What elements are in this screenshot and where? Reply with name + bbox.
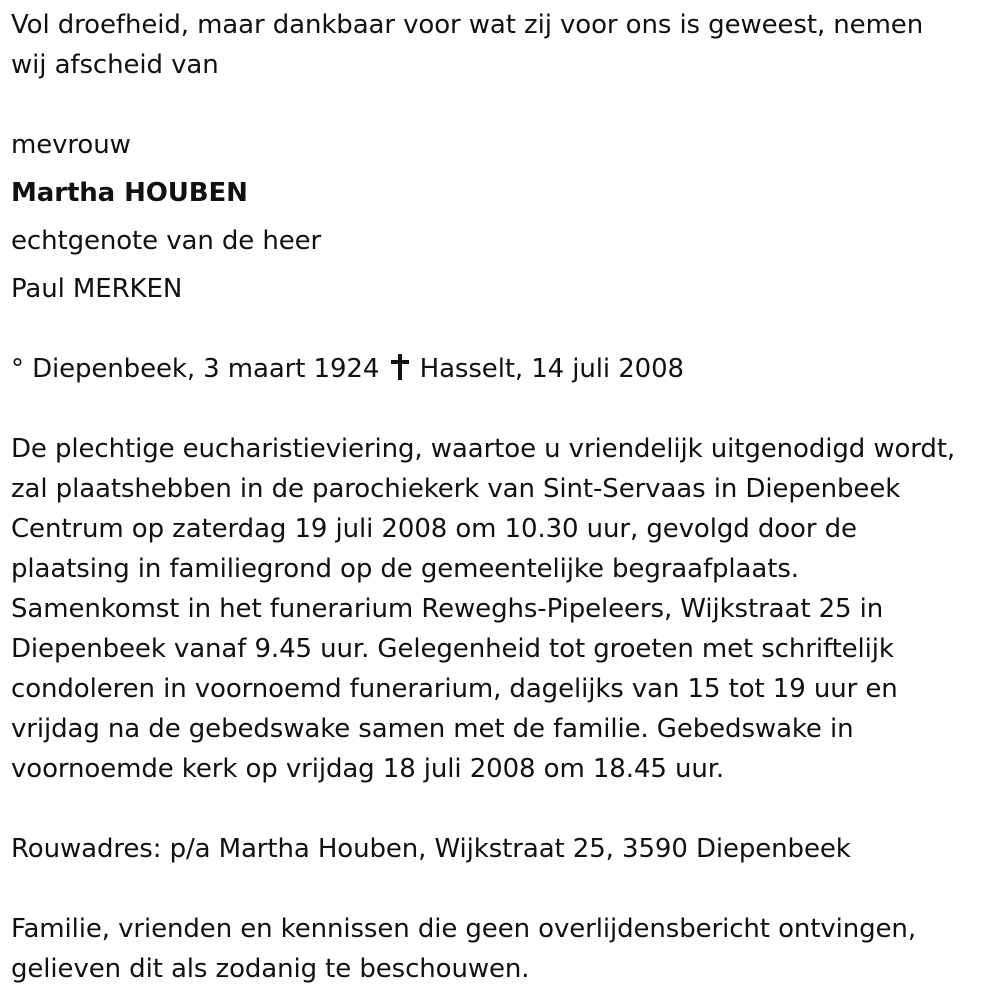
spouse-relation: echtgenote van de heer (11, 226, 322, 256)
intro-line-1: Vol droefheid, maar dankbaar voor wat zij voor ons is geweest, nemen (11, 10, 924, 40)
cross-icon (391, 354, 409, 380)
ceremony-line: plaatsing in familiegrond op de gemeentelijke begraafplaats. (11, 554, 799, 584)
deceased-title: mevrouw (11, 130, 131, 160)
spouse-name: Paul MERKEN (11, 274, 183, 304)
mourning-address: Rouwadres: p/a Martha Houben, Wijkstraat 25, 3590 Diepenbeek (11, 834, 851, 864)
intro-line-2: wij afscheid van (11, 50, 219, 80)
ceremony-line: voornoemde kerk op vrijdag 18 juli 2008 om 18.45 uur. (11, 754, 725, 784)
ceremony-line: condoleren in voornoemd funerarium, dagelijks van 15 tot 19 uur en (11, 674, 898, 704)
ceremony-line: Samenkomst in het funerarium Reweghs-Pipeleers, Wijkstraat 25 in (11, 594, 884, 624)
ceremony-line: Diepenbeek vanaf 9.45 uur. Gelegenheid tot groeten met schriftelijk (11, 634, 894, 664)
ceremony-paragraph (11, 429, 955, 789)
ceremony-line: vrijdag na de gebedswake samen met de familie. Gebedswake in (11, 714, 854, 744)
deceased-name: Martha HOUBEN (11, 178, 248, 208)
life-dates (11, 349, 684, 389)
birth-date: ° Diepenbeek, 3 maart 1924 (11, 354, 380, 384)
closing-line-1: Familie, vrienden en kennissen die geen overlijdensbericht ontvingen, (11, 914, 916, 944)
ceremony-line: De plechtige eucharistieviering, waartoe u vriendelijk uitgenodigd wordt, (11, 434, 956, 464)
death-date: Hasselt, 14 juli 2008 (419, 354, 684, 384)
ceremony-line: zal plaatshebben in de parochiekerk van Sint-Servaas in Diepenbeek (11, 474, 901, 504)
closing-paragraph (11, 909, 916, 989)
ceremony-line: Centrum op zaterdag 19 juli 2008 om 10.30 uur, gevolgd door de (11, 514, 857, 544)
intro-paragraph (11, 5, 923, 85)
closing-line-2: gelieven dit als zodanig te beschouwen. (11, 954, 530, 984)
